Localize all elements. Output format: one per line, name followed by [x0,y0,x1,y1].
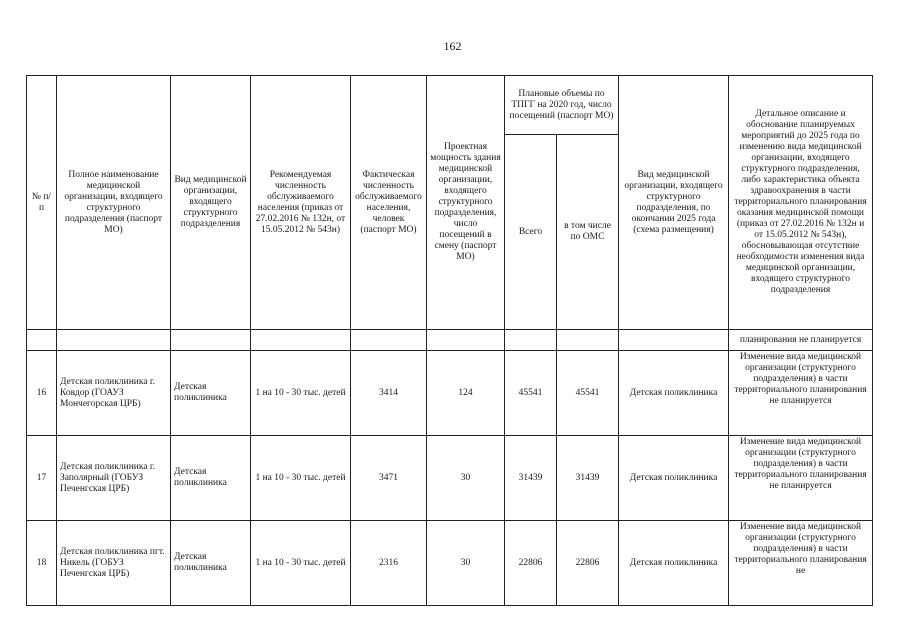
cell-actual: 3471 [351,436,427,521]
cell-empty [251,330,351,351]
cell-planned-oms: 22806 [557,521,619,606]
header-description-text: Детальное описание и обоснование планируемых мероприятий до 2025 года по изменению вида медицинской организации, входящего структурного подразделения, либо характеристика объекта здравоохранения в части территориального планирования оказания медицинской помощи (приказ от 27.02.2016 № 132н и от 15.05.2012 № 543н), обосновывающая отсутствие необходимости изменения вида медицинской организации, входящего структурного подразделения [734,109,867,295]
cell-recommended: 1 на 10 - 30 тыс. детей [251,436,351,521]
cell-name: Детская поликлиника пгт. Никель (ГОБУЗ Печенгская ЦРБ) [57,521,171,606]
cell-empty [57,330,171,351]
cell-empty [171,330,251,351]
cell-num: 18 [27,521,57,606]
cell-capacity: 30 [427,521,505,606]
cell-empty [351,330,427,351]
cell-planned-oms: 45541 [557,351,619,436]
cell-description [729,351,873,436]
cell-type2025: Детская поликлиника [619,521,729,606]
header-description [729,76,873,330]
header-planned-oms: в том числе по ОМС [557,135,619,330]
cell-type: Детская поликлиника [171,351,251,436]
header-recommended: Рекомендуемая численность обслуживаемого населения (приказ от 27.02.2016 № 132н, от 15.05.2012 № 543н) [251,76,351,330]
table-row [27,351,873,436]
cell-description-text: Изменение вида медицинской организации (структурного подразделения) в части территориального планирования не планируется [734,437,867,491]
cell-description: планирования не планируется [729,330,873,351]
cell-planned-total: 45541 [505,351,557,436]
cell-recommended: 1 на 10 - 30 тыс. детей [251,351,351,436]
cell-type: Детская поликлиника [171,521,251,606]
cell-empty [27,330,57,351]
cell-empty [505,330,557,351]
facility-plan-table [26,75,873,606]
cell-name: Детская поликлиника г. Ковдор (ГОАУЗ Мончегорская ЦРБ) [57,351,171,436]
cell-planned-total: 22806 [505,521,557,606]
cell-actual: 3414 [351,351,427,436]
cell-name: Детская поликлиника г. Заполярный (ГОБУЗ Печенгская ЦРБ) [57,436,171,521]
table-row-continuation [27,330,873,351]
table-row [27,436,873,521]
cell-empty [619,330,729,351]
cell-empty [427,330,505,351]
cell-actual: 2316 [351,521,427,606]
cell-type2025: Детская поликлиника [619,351,729,436]
cell-capacity: 30 [427,436,505,521]
header-type: Вид медицинской организации, входящего структурного подразделения [171,76,251,330]
header-name: Полное наименование медицинской организации, входящего структурного подразделения (паспорт МО) [57,76,171,330]
table-row [27,521,873,606]
cell-description [729,436,873,521]
cell-capacity: 124 [427,351,505,436]
cell-planned-total: 31439 [505,436,557,521]
table-header [27,76,873,330]
cell-description-text: Изменение вида медицинской организации (структурного подразделения) в части территориального планирования не планируется [734,352,867,406]
cell-num: 17 [27,436,57,521]
table-body [27,330,873,606]
header-actual: Фактическая численность обслуживаемого населения, человек (паспорт МО) [351,76,427,330]
header-capacity: Проектная мощность здания медицинской организации, входящего структурного подразделения, число посещений в смену (паспорт МО) [427,76,505,330]
header-planned-total: Всего [505,135,557,330]
page-number: 162 [443,39,462,53]
cell-description [729,521,873,606]
header-type2025: Вид медицинской организации, входящего структурного подразделения, по окончании 2025 года (схема размещения) [619,76,729,330]
cell-empty [557,330,619,351]
cell-type2025: Детская поликлиника [619,436,729,521]
cell-type: Детская поликлиника [171,436,251,521]
cell-recommended: 1 на 10 - 30 тыс. детей [251,521,351,606]
header-planned: Плановые объемы по ТПГГ на 2020 год, число посещений (паспорт МО) [505,76,619,135]
cell-planned-oms: 31439 [557,436,619,521]
header-num: № п/п [27,76,57,330]
cell-num: 16 [27,351,57,436]
cell-description-text: Изменение вида медицинской организации (структурного подразделения) в части территориального планирования не [734,522,867,576]
